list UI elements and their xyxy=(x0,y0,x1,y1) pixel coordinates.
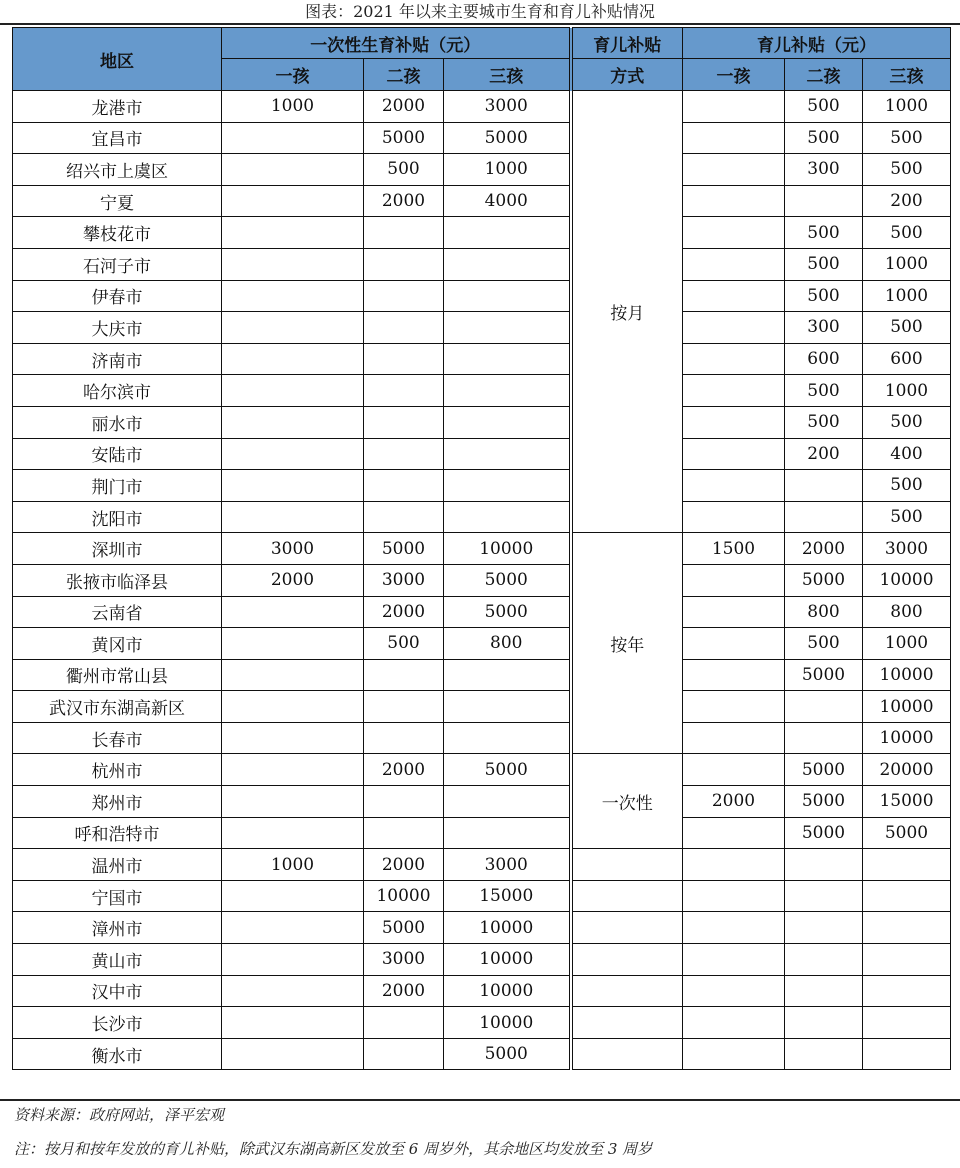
cell-region: 安陆市 xyxy=(13,438,222,470)
cell-child-first xyxy=(683,596,785,628)
cell-method xyxy=(571,944,683,976)
table-row xyxy=(13,564,951,596)
cell-child-first xyxy=(683,691,785,723)
cell-child-first xyxy=(683,248,785,280)
cell-child-third: 1000 xyxy=(863,91,951,123)
cell-child-second: 500 xyxy=(785,375,863,407)
cell-region: 伊春市 xyxy=(13,280,222,312)
cell-region: 荆门市 xyxy=(13,470,222,502)
cell-child-first xyxy=(683,185,785,217)
table-row xyxy=(13,944,951,976)
cell-child-first xyxy=(683,154,785,186)
cell-birth-first xyxy=(222,786,364,818)
cell-birth-third xyxy=(444,438,571,470)
cell-birth-second: 2000 xyxy=(364,754,444,786)
cell-birth-third: 5000 xyxy=(444,564,571,596)
table-row xyxy=(13,91,951,123)
table-row xyxy=(13,596,951,628)
cell-method: 按月 xyxy=(571,91,683,533)
table-row xyxy=(13,406,951,438)
cell-child-third: 800 xyxy=(863,596,951,628)
cell-child-third: 10000 xyxy=(863,691,951,723)
cell-child-third: 500 xyxy=(863,122,951,154)
cell-child-second: 500 xyxy=(785,91,863,123)
cell-child-first xyxy=(683,280,785,312)
header-childcare-subsidy: 育儿补贴（元） xyxy=(683,28,951,59)
cell-birth-first xyxy=(222,754,364,786)
cell-region: 黄山市 xyxy=(13,944,222,976)
cell-child-third: 10000 xyxy=(863,564,951,596)
cell-child-first xyxy=(683,880,785,912)
cell-birth-second xyxy=(364,1038,444,1070)
cell-region: 汉中市 xyxy=(13,975,222,1007)
cell-birth-second: 500 xyxy=(364,154,444,186)
cell-region: 丽水市 xyxy=(13,406,222,438)
cell-birth-first xyxy=(222,406,364,438)
cell-birth-second: 500 xyxy=(364,628,444,660)
cell-birth-second xyxy=(364,248,444,280)
table-row xyxy=(13,217,951,249)
header-method-line2: 方式 xyxy=(571,59,683,91)
cell-birth-first xyxy=(222,217,364,249)
cell-birth-first: 1000 xyxy=(222,91,364,123)
cell-child-first xyxy=(683,1007,785,1039)
cell-child-first xyxy=(683,375,785,407)
cell-child-third: 200 xyxy=(863,185,951,217)
cell-child-second xyxy=(785,944,863,976)
cell-child-third: 1000 xyxy=(863,248,951,280)
cell-birth-third: 1000 xyxy=(444,154,571,186)
cell-child-first xyxy=(683,122,785,154)
cell-birth-third: 10000 xyxy=(444,912,571,944)
cell-birth-first xyxy=(222,975,364,1007)
cell-region: 温州市 xyxy=(13,849,222,881)
cell-birth-second xyxy=(364,817,444,849)
cell-birth-third xyxy=(444,817,571,849)
cell-method xyxy=(571,849,683,881)
cell-child-first xyxy=(683,217,785,249)
table-row xyxy=(13,975,951,1007)
cell-birth-second xyxy=(364,438,444,470)
cell-birth-first xyxy=(222,280,364,312)
cell-birth-third xyxy=(444,343,571,375)
table-row xyxy=(13,248,951,280)
cell-child-first xyxy=(683,501,785,533)
cell-region: 宁国市 xyxy=(13,880,222,912)
cell-child-third: 3000 xyxy=(863,533,951,565)
cell-birth-first xyxy=(222,343,364,375)
cell-birth-first xyxy=(222,817,364,849)
cell-birth-first xyxy=(222,880,364,912)
cell-method xyxy=(571,1007,683,1039)
cell-child-second: 5000 xyxy=(785,786,863,818)
cell-birth-third: 4000 xyxy=(444,185,571,217)
header-child-second: 二孩 xyxy=(785,59,863,91)
cell-child-first xyxy=(683,722,785,754)
cell-method xyxy=(571,1038,683,1070)
cell-birth-first xyxy=(222,1038,364,1070)
cell-child-first xyxy=(683,849,785,881)
cell-child-first xyxy=(683,817,785,849)
cell-birth-third: 5000 xyxy=(444,754,571,786)
cell-child-third: 500 xyxy=(863,217,951,249)
cell-birth-second xyxy=(364,343,444,375)
cell-birth-third xyxy=(444,248,571,280)
cell-birth-first xyxy=(222,912,364,944)
cell-birth-third: 5000 xyxy=(444,1038,571,1070)
cell-child-third: 500 xyxy=(863,501,951,533)
cell-birth-third: 3000 xyxy=(444,91,571,123)
cell-child-first xyxy=(683,470,785,502)
cell-region: 郑州市 xyxy=(13,786,222,818)
cell-birth-first xyxy=(222,248,364,280)
table-row xyxy=(13,375,951,407)
cell-child-second: 500 xyxy=(785,248,863,280)
cell-child-second: 500 xyxy=(785,406,863,438)
cell-birth-third: 800 xyxy=(444,628,571,660)
cell-birth-third xyxy=(444,375,571,407)
cell-child-third: 5000 xyxy=(863,817,951,849)
cell-child-second xyxy=(785,470,863,502)
header-child-first: 一孩 xyxy=(683,59,785,91)
header-birth-second: 二孩 xyxy=(364,59,444,91)
table-row xyxy=(13,691,951,723)
cell-child-second xyxy=(785,1007,863,1039)
bottom-rule xyxy=(0,1099,960,1101)
cell-method: 一次性 xyxy=(571,754,683,849)
cell-child-second xyxy=(785,722,863,754)
cell-birth-first xyxy=(222,596,364,628)
cell-child-third xyxy=(863,1007,951,1039)
cell-region: 哈尔滨市 xyxy=(13,375,222,407)
cell-birth-second: 5000 xyxy=(364,122,444,154)
cell-birth-third xyxy=(444,659,571,691)
table-row xyxy=(13,501,951,533)
cell-birth-second xyxy=(364,280,444,312)
cell-birth-third: 3000 xyxy=(444,849,571,881)
cell-region: 宜昌市 xyxy=(13,122,222,154)
cell-child-first xyxy=(683,564,785,596)
cell-region: 绍兴市上虞区 xyxy=(13,154,222,186)
cell-child-first xyxy=(683,754,785,786)
cell-child-third xyxy=(863,849,951,881)
cell-region: 深圳市 xyxy=(13,533,222,565)
table-row xyxy=(13,438,951,470)
cell-birth-second xyxy=(364,691,444,723)
cell-birth-third xyxy=(444,280,571,312)
cell-region: 大庆市 xyxy=(13,312,222,344)
cell-child-third xyxy=(863,880,951,912)
cell-child-third: 10000 xyxy=(863,722,951,754)
cell-birth-third xyxy=(444,217,571,249)
cell-birth-third: 5000 xyxy=(444,596,571,628)
cell-child-second: 5000 xyxy=(785,659,863,691)
cell-child-third: 15000 xyxy=(863,786,951,818)
table-row xyxy=(13,628,951,660)
cell-child-third: 1000 xyxy=(863,280,951,312)
cell-birth-first xyxy=(222,944,364,976)
cell-birth-third xyxy=(444,501,571,533)
cell-child-first xyxy=(683,975,785,1007)
table-row xyxy=(13,912,951,944)
cell-child-third: 1000 xyxy=(863,375,951,407)
cell-region: 张掖市临泽县 xyxy=(13,564,222,596)
cell-method xyxy=(571,912,683,944)
cell-birth-first xyxy=(222,312,364,344)
cell-birth-first xyxy=(222,470,364,502)
cell-region: 漳州市 xyxy=(13,912,222,944)
cell-birth-second: 2000 xyxy=(364,849,444,881)
cell-birth-second xyxy=(364,217,444,249)
cell-child-third xyxy=(863,912,951,944)
cell-region: 云南省 xyxy=(13,596,222,628)
cell-child-second: 500 xyxy=(785,628,863,660)
cell-child-second: 500 xyxy=(785,217,863,249)
cell-child-third: 500 xyxy=(863,312,951,344)
cell-region: 攀枝花市 xyxy=(13,217,222,249)
table-row xyxy=(13,786,951,818)
cell-birth-second: 2000 xyxy=(364,596,444,628)
cell-child-second: 500 xyxy=(785,280,863,312)
cell-birth-first xyxy=(222,438,364,470)
header-birth-first: 一孩 xyxy=(222,59,364,91)
cell-region: 衡水市 xyxy=(13,1038,222,1070)
cell-child-second: 2000 xyxy=(785,533,863,565)
cell-child-first xyxy=(683,438,785,470)
cell-child-first: 2000 xyxy=(683,786,785,818)
table-row xyxy=(13,880,951,912)
table-row xyxy=(13,1007,951,1039)
cell-region: 长春市 xyxy=(13,722,222,754)
cell-child-first: 1500 xyxy=(683,533,785,565)
cell-birth-third: 5000 xyxy=(444,122,571,154)
subsidy-table xyxy=(12,27,951,1070)
cell-child-second xyxy=(785,975,863,1007)
cell-region: 龙港市 xyxy=(13,91,222,123)
cell-birth-second xyxy=(364,1007,444,1039)
table-row xyxy=(13,154,951,186)
table-row xyxy=(13,280,951,312)
cell-birth-first xyxy=(222,1007,364,1039)
cell-child-third: 500 xyxy=(863,470,951,502)
cell-birth-third: 10000 xyxy=(444,1007,571,1039)
cell-child-first xyxy=(683,659,785,691)
cell-birth-first xyxy=(222,722,364,754)
cell-birth-first xyxy=(222,375,364,407)
cell-child-third: 400 xyxy=(863,438,951,470)
cell-method: 按年 xyxy=(571,533,683,754)
cell-child-second: 800 xyxy=(785,596,863,628)
cell-child-first xyxy=(683,912,785,944)
header-region: 地区 xyxy=(13,28,222,91)
cell-region: 武汉市东湖高新区 xyxy=(13,691,222,723)
cell-birth-third xyxy=(444,691,571,723)
cell-child-second: 200 xyxy=(785,438,863,470)
cell-method xyxy=(571,880,683,912)
cell-child-third: 500 xyxy=(863,154,951,186)
cell-child-third xyxy=(863,944,951,976)
header-method-line1: 育儿补贴 xyxy=(571,28,683,59)
table-row xyxy=(13,312,951,344)
cell-region: 衢州市常山县 xyxy=(13,659,222,691)
cell-birth-first: 1000 xyxy=(222,849,364,881)
cell-birth-first: 2000 xyxy=(222,564,364,596)
cell-child-third xyxy=(863,975,951,1007)
header-child-third: 三孩 xyxy=(863,59,951,91)
cell-child-second xyxy=(785,1038,863,1070)
cell-birth-third xyxy=(444,470,571,502)
cell-child-second xyxy=(785,501,863,533)
cell-region: 沈阳市 xyxy=(13,501,222,533)
cell-child-second xyxy=(785,185,863,217)
cell-child-second xyxy=(785,849,863,881)
cell-child-first xyxy=(683,343,785,375)
cell-child-first xyxy=(683,406,785,438)
cell-child-second: 500 xyxy=(785,122,863,154)
cell-birth-second: 2000 xyxy=(364,185,444,217)
cell-birth-third: 10000 xyxy=(444,944,571,976)
cell-birth-first xyxy=(222,659,364,691)
cell-child-third: 500 xyxy=(863,406,951,438)
cell-child-first xyxy=(683,312,785,344)
cell-birth-second: 10000 xyxy=(364,880,444,912)
cell-birth-second xyxy=(364,659,444,691)
cell-birth-second xyxy=(364,470,444,502)
cell-child-third: 20000 xyxy=(863,754,951,786)
table-row xyxy=(13,817,951,849)
table-row xyxy=(13,754,951,786)
cell-region: 杭州市 xyxy=(13,754,222,786)
cell-birth-second xyxy=(364,375,444,407)
cell-birth-second: 5000 xyxy=(364,533,444,565)
header-birth-third: 三孩 xyxy=(444,59,571,91)
table-row xyxy=(13,470,951,502)
cell-birth-third: 15000 xyxy=(444,880,571,912)
cell-birth-third: 10000 xyxy=(444,975,571,1007)
cell-birth-third xyxy=(444,406,571,438)
table-row xyxy=(13,185,951,217)
cell-region: 呼和浩特市 xyxy=(13,817,222,849)
cell-child-second xyxy=(785,691,863,723)
cell-birth-second xyxy=(364,786,444,818)
header-birth-subsidy: 一次性生育补贴（元） xyxy=(222,28,571,59)
cell-birth-first xyxy=(222,501,364,533)
cell-birth-second xyxy=(364,722,444,754)
table-row xyxy=(13,122,951,154)
cell-birth-second: 3000 xyxy=(364,944,444,976)
cell-birth-third xyxy=(444,722,571,754)
cell-child-first xyxy=(683,944,785,976)
cell-child-third: 600 xyxy=(863,343,951,375)
cell-region: 济南市 xyxy=(13,343,222,375)
cell-birth-third xyxy=(444,312,571,344)
table-row xyxy=(13,722,951,754)
table-row xyxy=(13,849,951,881)
cell-method xyxy=(571,975,683,1007)
cell-child-second xyxy=(785,912,863,944)
table-title: 图表：2021 年以来主要城市生育和育儿补贴情况 xyxy=(305,2,655,21)
cell-child-second: 5000 xyxy=(785,564,863,596)
cell-child-first xyxy=(683,628,785,660)
cell-birth-second: 3000 xyxy=(364,564,444,596)
cell-child-second: 600 xyxy=(785,343,863,375)
table-row xyxy=(13,533,951,565)
cell-child-first xyxy=(683,1038,785,1070)
table-row xyxy=(13,1038,951,1070)
cell-birth-first xyxy=(222,691,364,723)
cell-region: 长沙市 xyxy=(13,1007,222,1039)
cell-birth-second xyxy=(364,312,444,344)
cell-child-second: 300 xyxy=(785,154,863,186)
footnote: 注：按月和按年发放的育儿补贴，除武汉东湖高新区发放至 6 周岁外，其余地区均发放至 3 周岁 xyxy=(14,1140,653,1158)
top-rule xyxy=(0,23,960,25)
cell-child-third: 1000 xyxy=(863,628,951,660)
cell-region: 黄冈市 xyxy=(13,628,222,660)
cell-child-second: 300 xyxy=(785,312,863,344)
cell-child-second xyxy=(785,880,863,912)
cell-child-third xyxy=(863,1038,951,1070)
cell-birth-first xyxy=(222,185,364,217)
table-row xyxy=(13,659,951,691)
cell-birth-second: 5000 xyxy=(364,912,444,944)
cell-birth-second: 2000 xyxy=(364,91,444,123)
cell-region: 宁夏 xyxy=(13,185,222,217)
cell-birth-first: 3000 xyxy=(222,533,364,565)
cell-region: 石河子市 xyxy=(13,248,222,280)
cell-child-third: 10000 xyxy=(863,659,951,691)
cell-birth-first xyxy=(222,154,364,186)
cell-birth-second xyxy=(364,406,444,438)
table-row xyxy=(13,343,951,375)
cell-birth-first xyxy=(222,628,364,660)
cell-birth-third: 10000 xyxy=(444,533,571,565)
cell-birth-second xyxy=(364,501,444,533)
cell-birth-second: 2000 xyxy=(364,975,444,1007)
source-note: 资料来源：政府网站，泽平宏观 xyxy=(14,1106,225,1124)
cell-birth-third xyxy=(444,786,571,818)
cell-child-first xyxy=(683,91,785,123)
cell-child-second: 5000 xyxy=(785,817,863,849)
cell-birth-first xyxy=(222,122,364,154)
cell-child-second: 5000 xyxy=(785,754,863,786)
